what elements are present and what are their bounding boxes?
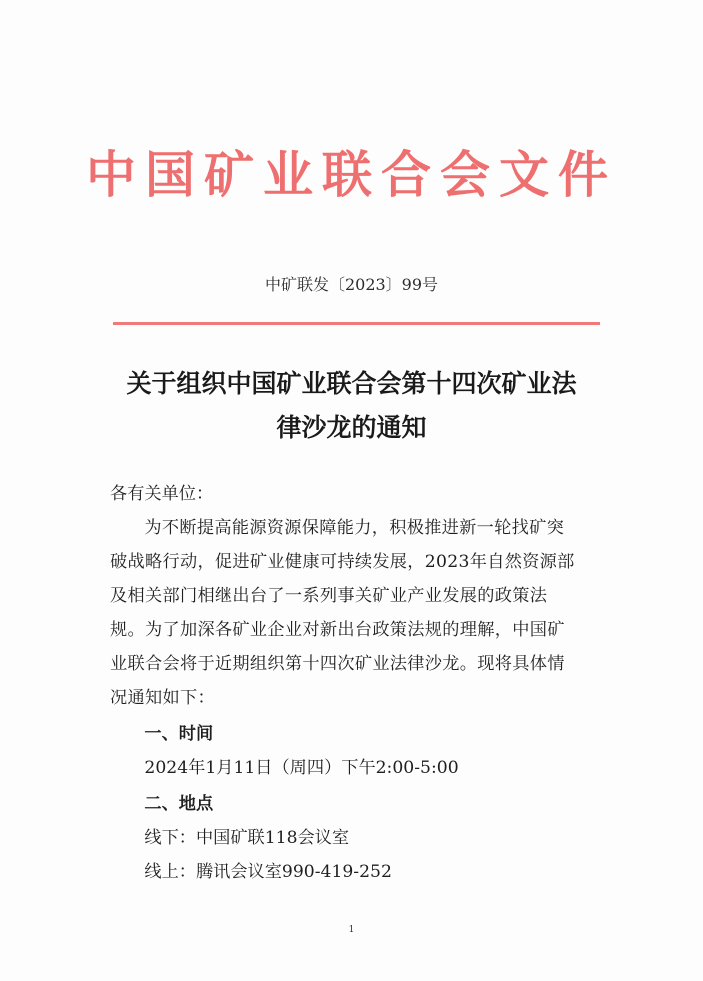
document-body (110, 477, 600, 889)
document-title-line-2: 律沙龙的通知 (276, 413, 427, 442)
intro-line-4: 规。为了加深各矿业企业对新出台政策法规的理解，中国矿 (110, 620, 565, 640)
offline-location: 线下：中国矿联118会议室 (144, 828, 350, 848)
section-heading-time: 一、时间 (144, 724, 214, 744)
intro-line-2: 破战略行动，促进矿业健康可持续发展，2023年自然资源部 (110, 552, 575, 572)
page-number: 1 (348, 925, 355, 935)
intro-line-3: 及相关部门相继出台了一系列事关矿业产业发展的政策法 (110, 586, 548, 606)
document-number: 中矿联发〔2023〕99号 (264, 275, 439, 294)
intro-paragraph (110, 511, 600, 715)
issuing-org-file-title: 中国矿业联合会文件 (86, 146, 617, 204)
salutation: 各有关单位： (110, 484, 214, 504)
document-title-line-1: 关于组织中国矿业联合会第十四次矿业法 (126, 369, 577, 398)
document-title (110, 362, 593, 450)
red-divider-line (113, 322, 600, 325)
intro-line-5: 业联合会将于近期组织第十四次矿业法律沙龙。现将具体情 (110, 654, 565, 674)
online-location: 线上：腾讯会议室990-419-252 (144, 862, 392, 882)
intro-line-6: 况通知如下： (110, 688, 215, 708)
meeting-time: 2024年1月11日（周四）下午2:00-5:00 (144, 758, 459, 778)
intro-line-1: 为不断提高能源资源保障能力，积极推进新一轮找矿突 (144, 518, 565, 538)
section-heading-location: 二、地点 (144, 794, 214, 814)
